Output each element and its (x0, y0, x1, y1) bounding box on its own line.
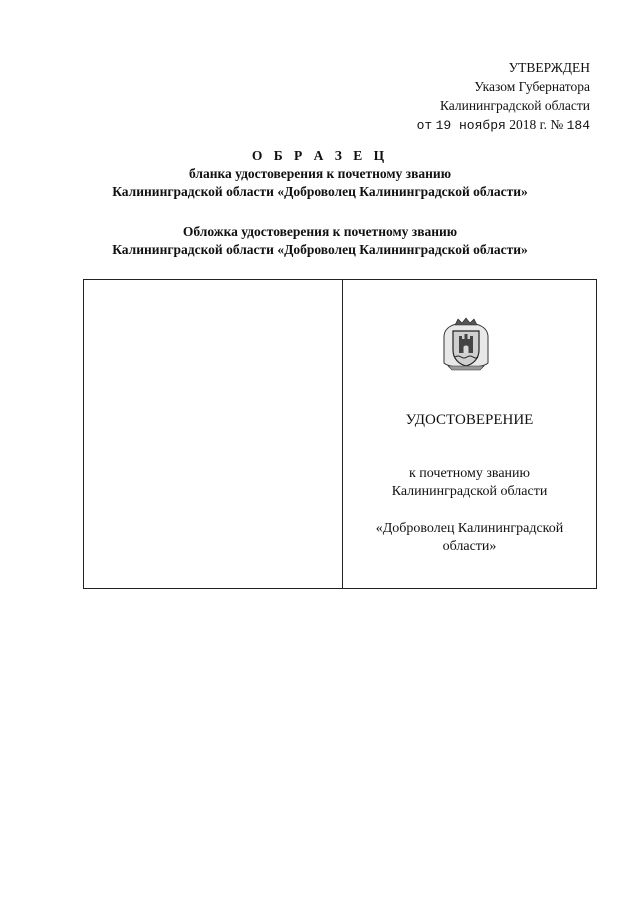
approval-number: 184 (566, 118, 590, 133)
certificate-honor-line-2: Калининградской области (391, 484, 548, 499)
coat-of-arms-icon (438, 317, 494, 373)
document-heading (0, 147, 640, 259)
approval-by: Указом Губернатора (474, 79, 590, 94)
heading-title: О Б Р А З Е Ц (251, 148, 389, 163)
approval-status: УТВЕРЖДЕН (508, 60, 590, 75)
approval-year: 2018 г. (509, 117, 547, 132)
approval-region: Калининградской области (439, 98, 590, 113)
heading-subtitle-line-1: Обложка удостоверения к почетному званию (182, 224, 458, 239)
certificate-front-panel (343, 280, 596, 588)
certificate-name-line-1: «Доброволец Калининградской (375, 521, 564, 536)
certificate-title-name (343, 520, 596, 556)
certificate-title: УДОСТОВЕРЕНИЕ (405, 412, 534, 428)
heading-subtitle-line-2: Калининградской области «Доброволец Калининградской области» (112, 242, 528, 257)
approval-date: 19 ноября (435, 118, 506, 133)
heading-line-2: Калининградской области «Доброволец Калининградской области» (112, 184, 528, 199)
certificate-honor-line-1: к почетному званию (408, 466, 530, 481)
approval-number-sign: № (550, 117, 564, 132)
heading-line-1: бланка удостоверения к почетному званию (188, 166, 452, 181)
certificate-honor (343, 465, 596, 501)
approval-date-prefix: от (416, 118, 433, 133)
certificate-name-line-2: области» (442, 539, 497, 554)
approval-block (417, 58, 590, 135)
certificate-cover (83, 279, 597, 589)
approval-date-line (417, 115, 590, 135)
